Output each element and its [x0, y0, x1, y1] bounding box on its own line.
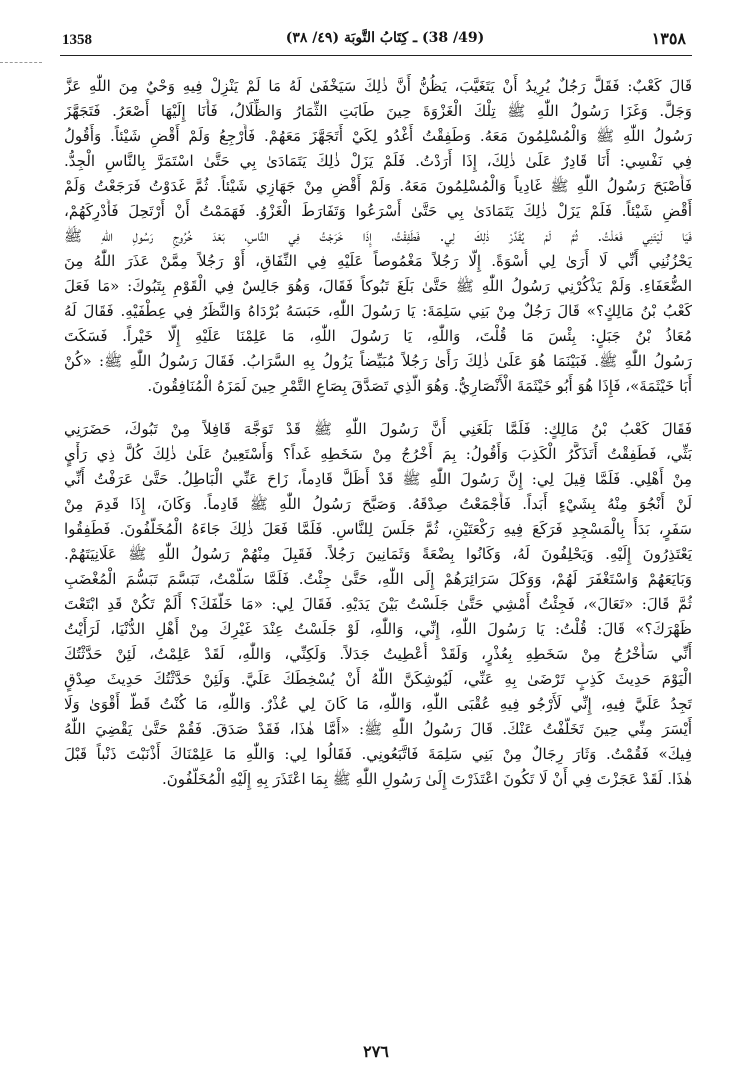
- paragraph-gap: [64, 399, 692, 417]
- text-line: فَأَصْبَحَ رَسُولُ اللّٰهِ ﷺ غَادِياً وَالْمُسْلِمُونَ مَعَهُ. وَلَمْ أَقْضِ مِنْ جَهَازِي شَيْئاً. ثُمَّ غَدَوْتُ فَرَجَعْتُ وَلَمْ: [64, 177, 692, 195]
- text-line: أَيْسَرَ مِنِّي حِينَ تَخَلَّفْتُ عَنْكَ. قَالَ رَسُولُ اللّٰهِ ﷺ: «أَمَّا هٰذَا، فَقَدْ صَدَقَ. فَقُمْ حَتَّىٰ يَقْضِيَ اللّٰهُ: [64, 720, 692, 738]
- text-line: كَعْبُ بْنُ مَالِكٍ؟» قَالَ رَجُلٌ مِنْ بَنِي سَلِمَةَ: يَا رَسُولَ اللّٰهِ، حَبَسَهُ بُرْدَاهُ وَالنَّظَرُ فِي عِطْفَيْهِ. فَقَالَ لَهُ: [64, 302, 692, 320]
- text-line: يَحْزُنُنِي أَنِّي لَا أَرَىٰ لِي أُسْوَةً. إِلَّا رَجُلاً مَغْمُوصاً عَلَيْهِ فِي النِّفَاقِ، أَوْ رَجُلاً مِمَّنْ عَذَرَ اللّٰهُ مِنَ: [64, 252, 692, 270]
- page-number-arabic: ١٣٥٨: [651, 29, 686, 48]
- text-line: رَسُولُ اللّٰهِ ﷺ وَالْمُسْلِمُونَ مَعَهُ. وَطَفِقْتُ أَغْدُو لِكَيْ أَتَجَهَّزَ مَعَهُمْ. فَأَرْجِعُ وَلَمْ أَقْضِ شَيْئاً. وَأَقُولُ: [64, 127, 692, 145]
- text-line: سَفَرٍ، بَدَأَ بِالْمَسْجِدِ فَرَكَعَ فِيهِ رَكْعَتَيْنِ، ثُمَّ جَلَسَ لِلنَّاسِ. فَلَمَّا فَعَلَ ذٰلِكَ جَاءَهُ الْمُخَلَّفُونَ. فَطَفِقُوا: [64, 520, 692, 538]
- text-line: فَيَا لَيْتَنِي فَعَلْتُ. ثُمَّ لَمْ يُقَدَّرْ ذٰلِكَ لِي. فَطَفِقْتُ، إِذَا خَرَجْتُ فِي النَّاسِ، بَعْدَ خُرُوجِ رَسُولِ اللّٰهِ ﷺ: [64, 227, 692, 245]
- page-body: [64, 74, 692, 792]
- text-line: ظَهْرَكَ؟» قَالَ: قُلْتُ: يَا رَسُولَ اللّٰهِ، إِنِّي، وَاللّٰهِ، لَوْ جَلَسْتُ عِنْدَ غَيْرِكَ مِنْ أَهْلِ الدُّنْيَا، لَرَأَيْتُ: [64, 620, 692, 638]
- text-line: تَجِدُ عَلَيَّ فِيهِ، إِنِّي لَأَرْجُو فِيهِ عُقْبَى اللّٰهِ، وَاللّٰهِ، مَا كَانَ لِي عُذْرٌ. وَاللّٰهِ، مَا كُنْتُ قَطُّ أَقْوَىٰ وَلَا: [64, 695, 692, 713]
- margin-mark: [0, 62, 42, 63]
- text-line: رَسُولُ اللّٰهِ ﷺ. فَبَيْنَمَا هُوَ عَلَىٰ ذٰلِكَ رَأَىٰ رَجُلاً مُبَيِّضاً يَزُولُ بِهِ السَّرَابُ. فَقَالَ رَسُولُ اللّٰهِ ﷺ: «كُنْ: [64, 352, 692, 370]
- page-number-latin: 1358: [62, 32, 92, 48]
- paragraph-1: [64, 74, 692, 399]
- text-line: لَنْ أَنْجُوَ مِنْهُ بِشَيْءٍ أَبَداً. فَأَجْمَعْتُ صِدْقَهُ. وَصَبَّحَ رَسُولُ اللّٰهِ ﷺ قَادِماً. وَكَانَ، إِذَا قَدِمَ مِنْ: [64, 495, 692, 513]
- text-line: مُعَاذُ بْنُ جَبَلٍ: بِئْسَ مَا قُلْتَ، وَاللّٰهِ، يَا رَسُولَ اللّٰهِ، مَا عَلِمْنَا عَلَيْهِ إِلَّا خَيْراً. فَسَكَتَ: [64, 327, 692, 345]
- text-line: يَعْتَذِرُونَ إِلَيْهِ. وَيَحْلِفُونَ لَهُ، وَكَانُوا بِضْعَةً وَثَمَانِينَ رَجُلاً. فَقَبِلَ مِنْهُمْ رَسُولُ اللّٰهِ ﷺ عَلَانِيَتَهُمْ.: [64, 545, 692, 563]
- page-header: [0, 0, 752, 60]
- running-title: (49/ 38) ـ كِتَابُ التَّوبَة (٤٩/ ٣٨): [285, 30, 485, 46]
- text-line: فِي نَفْسِي: أَنَا قَادِرٌ عَلَىٰ ذٰلِكَ، إِذَا أَرَدْتُ. فَلَمْ يَزَلْ ذٰلِكَ يَتَمَادَىٰ بِي حَتَّىٰ اسْتَمَرَّ بِالنَّاسِ الْجِدُّ.: [64, 152, 692, 170]
- text-line: وَبَايَعَهُمْ وَاسْتَغْفَرَ لَهُمْ، وَوَكَلَ سَرَائِرَهُمْ إِلَى اللّٰهِ، حَتَّىٰ جِئْتُ. فَلَمَّا سَلَّمْتُ، تَبَسَّمَ تَبَسُّمَ الْمُغْضَبِ: [64, 570, 692, 588]
- footer-page-number: ٢٧٦: [363, 1042, 389, 1061]
- text-line: أَنِّي سَأَخْرُجُ مِنْ سَخَطِهِ بِعُذْرٍ، وَلَقَدْ أُعْطِيتُ جَدَلاً. وَلَكِنِّي، وَاللّٰهِ، لَقَدْ عَلِمْتُ، لَئِنْ حَدَّثْتُكَ: [64, 645, 692, 663]
- text-line: الضُّعَفَاءِ. وَلَمْ يَذْكُرْنِي رَسُولُ اللّٰهِ ﷺ حَتَّىٰ بَلَغَ تَبُوكاً فَقَالَ، وَهُوَ جَالِسٌ فِي الْقَوْمِ بِتَبُوكَ: «مَا فَعَلَ: [64, 277, 692, 295]
- text-line: مِنْ أَهْلِي. فَلَمَّا قِيلَ لِي: إِنَّ رَسُولَ اللّٰهِ ﷺ قَدْ أَظَلَّ قَادِماً، زَاحَ عَنِّي الْبَاطِلُ. حَتَّىٰ عَرَفْتُ أَنِّي: [64, 470, 692, 488]
- text-line: فِيكَ» فَقُمْتُ. وَثَارَ رِجَالٌ مِنْ بَنِي سَلِمَةَ فَاتَّبَعُونِي. فَقَالُوا لِي: وَاللّٰهِ مَا عَلِمْنَاكَ أَذْنَبْتَ ذَنْباً قَبْلَ: [64, 745, 692, 763]
- text-line: الْيَوْمَ حَدِيثَ كَذِبٍ تَرْضَىٰ بِهِ عَنِّي، لَيُوشِكَنَّ اللّٰهُ أَنْ يُسْخِطَكَ عَلَيَّ. وَلَئِنْ حَدَّثْتُكَ حَدِيثَ صِدْقٍ: [64, 670, 692, 688]
- text-line: هٰذَا. لَقَدْ عَجَزْتَ فِي أَنْ لَا تَكُونَ اعْتَذَرْتَ إِلَىٰ رَسُولِ اللّٰهِ ﷺ بِمَا اعْتَذَرَ بِهِ إِلَيْهِ الْمُخَلَّفُونَ.: [161, 770, 692, 788]
- text-line: بَثِّي، فَطَفِقْتُ أَتَذَكَّرُ الْكَذِبَ وَأَقُولُ: بِمَ أَخْرُجُ مِنْ سَخَطِهِ غَداً؟ وَأَسْتَعِينُ عَلَىٰ ذٰلِكَ كُلَّ ذِي رَأْيٍ: [64, 445, 692, 463]
- text-line: ثُمَّ قَالَ: «تَعَالَ»، فَجِئْتُ أَمْشِي حَتَّىٰ جَلَسْتُ بَيْنَ يَدَيْهِ. فَقَالَ لِي: «مَا خَلَّفَكَ؟ أَلَمْ تَكُنْ قَدِ ابْتَعْتَ: [64, 595, 692, 613]
- header-rule: [60, 55, 692, 56]
- text-line: أَقْضِ شَيْئاً. فَلَمْ يَزَلْ ذٰلِكَ يَتَمَادَىٰ بِي حَتَّىٰ أَسْرَعُوا وَتَفَارَطَ الْغَزْوُ. فَهَمَمْتُ أَنْ أَرْتَحِلَ فَأُدْرِكَهُمْ،: [64, 202, 692, 220]
- text-line: قَالَ كَعْبٌ: فَقَلَّ رَجُلٌ يُرِيدُ أَنْ يَتَغَيَّبَ، يَظُنُّ أَنَّ ذٰلِكَ سَيَخْفَىٰ لَهُ مَا لَمْ يَنْزِلْ فِيهِ وَحْيٌ مِنَ اللّٰهِ عَزَّ: [64, 77, 692, 95]
- text-line: وَجَلَّ. وَغَزَا رَسُولُ اللّٰهِ ﷺ تِلْكَ الْغَزْوَةَ حِينَ طَابَتِ الثِّمَارُ وَالظِّلَالُ، فَأَنَا إِلَيْهَا أَصْعَرُ. فَتَجَهَّزَ: [64, 102, 692, 120]
- text-line: فَقَالَ كَعْبُ بْنُ مَالِكٍ: فَلَمَّا بَلَغَنِي أَنَّ رَسُولَ اللّٰهِ ﷺ قَدْ تَوَجَّهَ قَافِلاً مِنْ تَبُوكَ، حَضَرَنِي: [64, 420, 692, 438]
- text-line: أَبَا خَيْثَمَةَ»، فَإِذَا هُوَ أَبُو خَيْثَمَةَ الْأَنْصَارِيُّ. وَهُوَ الَّذِي تَصَدَّقَ بِصَاعِ التَّمْرِ حِينَ لَمَزَهُ الْمُنَافِقُونَ.: [147, 377, 692, 395]
- paragraph-2: [64, 417, 692, 792]
